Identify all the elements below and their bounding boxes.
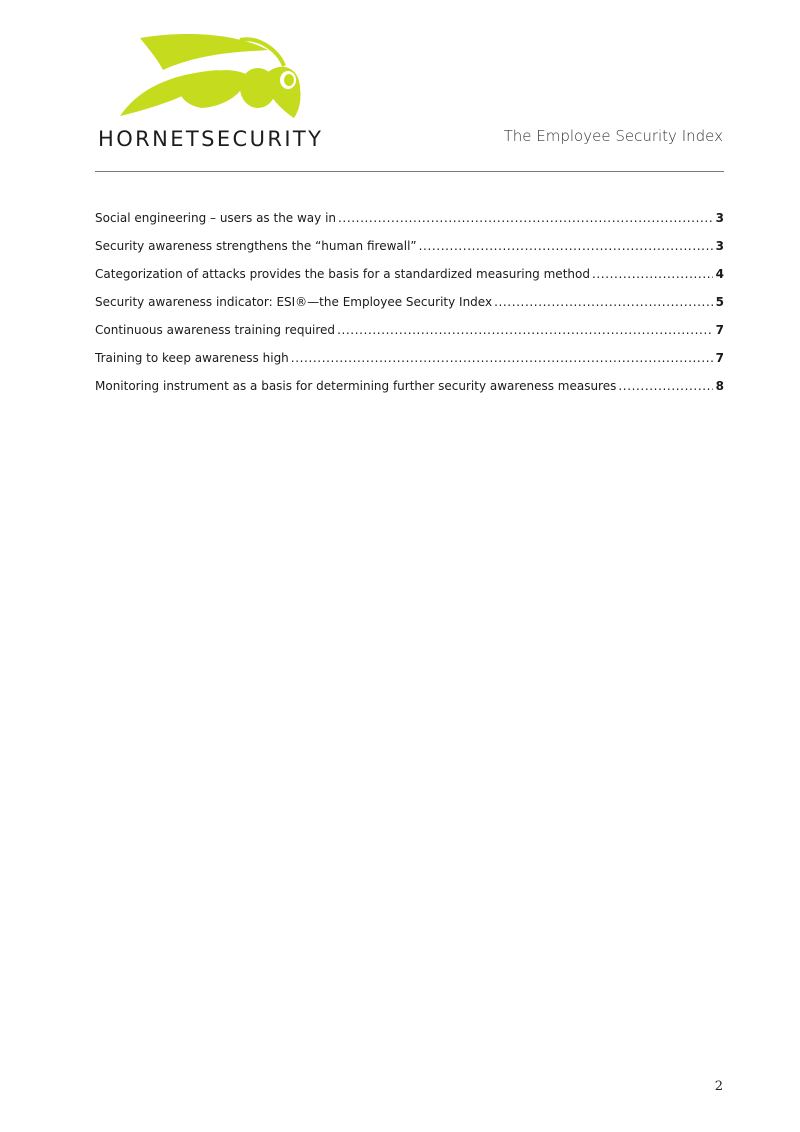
- toc-entry[interactable]: [95, 351, 724, 379]
- toc-entry-page: 3: [715, 239, 724, 253]
- toc-dot-leader: [338, 211, 713, 225]
- header-divider: [95, 171, 724, 172]
- toc-entry[interactable]: [95, 379, 724, 407]
- toc-dot-leader: [494, 295, 713, 309]
- toc-entry[interactable]: [95, 211, 724, 239]
- toc-entry-page: 4: [715, 267, 724, 281]
- hornetsecurity-logo: [96, 30, 336, 154]
- toc-dot-leader: [337, 323, 713, 337]
- toc-entry-label: Categorization of attacks provides the basis for a standardized measuring method: [95, 267, 590, 281]
- toc-entry-page: 7: [715, 351, 724, 365]
- toc-entry-page: 5: [715, 295, 724, 309]
- page-number: 2: [714, 1079, 723, 1094]
- table-of-contents: [95, 211, 724, 407]
- toc-dot-leader: [618, 379, 712, 393]
- toc-entry[interactable]: [95, 239, 724, 267]
- toc-entry-label: Social engineering – users as the way in: [95, 211, 337, 225]
- toc-entry[interactable]: [95, 267, 724, 295]
- toc-entry-page: 8: [715, 379, 724, 393]
- toc-entry-label: Security awareness indicator: ESI®—the Employee Security Index: [95, 295, 493, 309]
- hornet-icon: [118, 30, 308, 120]
- document-title: The Employee Security Index: [503, 127, 723, 145]
- toc-entry[interactable]: [95, 295, 724, 323]
- toc-entry[interactable]: [95, 323, 724, 351]
- toc-dot-leader: [592, 267, 713, 281]
- logo-wordmark: HORNETSECURITY: [98, 127, 324, 151]
- toc-entry-label: Monitoring instrument as a basis for determining further security awareness measures: [95, 379, 617, 393]
- toc-dot-leader: [419, 239, 713, 253]
- toc-entry-label: Continuous awareness training required: [95, 323, 336, 337]
- toc-entry-label: Training to keep awareness high: [95, 351, 289, 365]
- toc-entry-page: 7: [715, 323, 724, 337]
- toc-entry-label: Security awareness strengthens the “human firewall”: [95, 239, 417, 253]
- toc-dot-leader: [291, 351, 713, 365]
- toc-entry-page: 3: [715, 211, 724, 225]
